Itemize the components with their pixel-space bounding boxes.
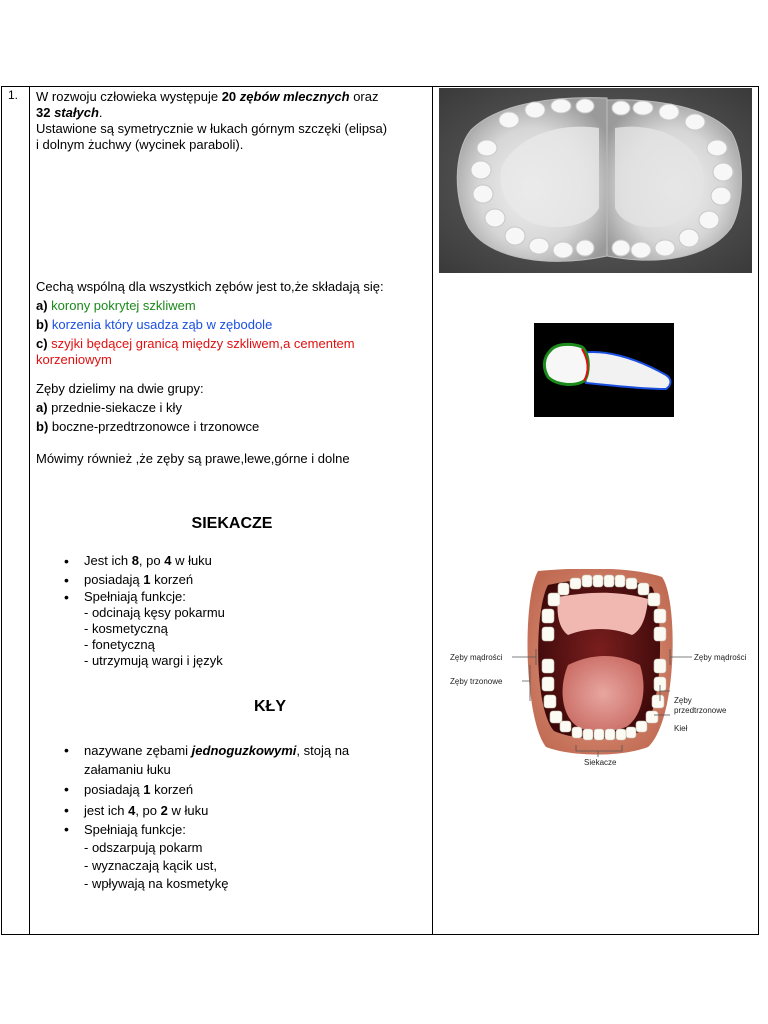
tooth-diagram [534,323,674,417]
label-premolars-1: Zęby [674,696,692,705]
text-column [36,87,428,932]
label-canine: Kieł [674,724,688,733]
list-item: • posiadają 1 korzeń [64,779,349,800]
canines-heading: KŁY [254,698,286,715]
list-item: • nazywane zębami jednoguzkowymi, stoją na załamaniu łuku [64,741,349,779]
intro-line-3: Ustawione są symetrycznie w łukach górnym szczęki (elipsa) [36,121,388,136]
function-item: - odcinają kęsy pokarmu [84,605,225,620]
column-divider-1 [29,87,30,934]
intro-paragraph [36,89,428,153]
features-lead: Cechą wspólną dla wszystkich zębów jest to,że składają się: [36,279,384,294]
sides-note: Mówimy również ,że zęby są prawe,lewe,górne i dolne [36,451,350,466]
content-table [1,86,759,935]
intro-line-1: W rozwoju człowieka występuje 20 zębów mlecznych oraz [36,89,379,104]
intro-line-4: i dolnym żuchwy (wycinek paraboli). [36,137,244,152]
mouth-diagram [442,569,754,769]
canines-list [64,741,349,893]
feature-root: b) korzenia który usadza ząb w zębodole [36,317,273,332]
column-divider-2 [432,87,433,934]
groups-paragraph [36,381,428,435]
list-item: • posiadają 1 korzeń [64,572,225,589]
group-side: b) boczne-przedtrzonowce i trzonowce [36,419,260,434]
list-item: • jest ich 4, po 2 w łuku [64,800,349,821]
function-item: - kosmetyczną [84,621,168,636]
function-item: - utrzymują wargi i język [84,653,223,668]
list-item: • Spełniają funkcje: - odszarpują pokarm - wyznaczają kącik ust, - wpływają na kosmetykę [64,821,349,893]
label-premolars-2: przedtrzonowe [674,706,727,715]
function-item: - wpływają na kosmetykę [84,876,229,891]
feature-crown: a) korony pokrytej szkliwem [36,298,196,313]
features-paragraph [36,279,428,368]
list-item: • Jest ich 8, po 4 w łuku [64,553,225,572]
intro-line-2: 32 stałych. [36,105,103,120]
incisors-list [64,553,225,669]
groups-lead: Zęby dzielimy na dwie grupy: [36,381,204,396]
label-wisdom-right: Zęby mądrości [694,653,747,662]
function-item: - odszarpują pokarm [84,840,203,855]
feature-neck: c) szyjki będącej granicą między szkliwem,a cementem [36,336,355,351]
feature-neck-cont: korzeniowym [36,352,112,367]
row-number: 1. [8,88,19,102]
incisors-heading: SIEKACZE [191,515,273,532]
function-item: - wyznaczają kącik ust, [84,858,217,873]
dental-cast-photo [439,88,752,273]
label-wisdom-left: Zęby mądrości [450,653,503,662]
label-molars: Zęby trzonowe [450,677,503,686]
function-item: - fonetyczną [84,637,155,652]
list-item: • Spełniają funkcje: - odcinają kęsy pokarmu - kosmetyczną - fonetyczną - utrzymują wargi i język [64,589,225,669]
group-front: a) przednie-siekacze i kły [36,400,182,415]
label-incisors: Siekacze [584,758,617,767]
